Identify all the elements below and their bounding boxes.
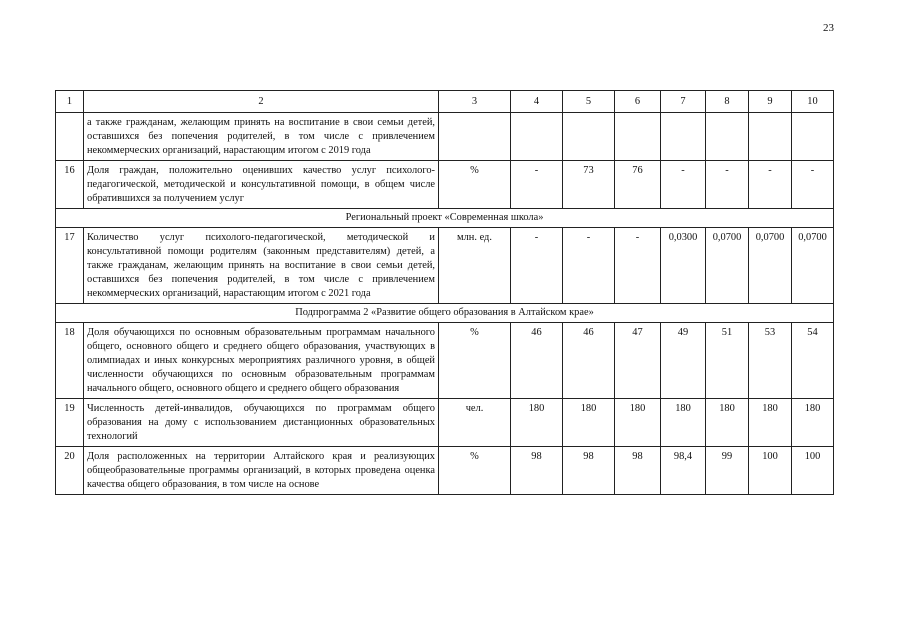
value-cell xyxy=(661,113,706,161)
table-row xyxy=(56,161,834,209)
value-cell xyxy=(706,113,749,161)
value-cell: - xyxy=(706,161,749,209)
value-cell: - xyxy=(661,161,706,209)
value-cell: 49 xyxy=(661,323,706,399)
value-cell: 53 xyxy=(749,323,792,399)
value-cell: - xyxy=(749,161,792,209)
section-title: Региональный проект «Современная школа» xyxy=(56,209,834,228)
indicator-name: Доля расположенных на территории Алтайского края и реализующих общеобразовательные программы организаций, в которых проведена оценка качества общего образования, в том числе на основе xyxy=(84,447,439,495)
value-cell xyxy=(749,113,792,161)
indicator-name: Доля граждан, положительно оценивших качество услуг психолого-педагогической, методической и консультативной помощи, в общем числе обратившихся за получением услуг xyxy=(84,161,439,209)
value-cell: 51 xyxy=(706,323,749,399)
value-cell: 98 xyxy=(615,447,661,495)
unit-cell: % xyxy=(439,323,511,399)
value-cell xyxy=(511,113,563,161)
row-number: 19 xyxy=(56,399,84,447)
unit-cell: % xyxy=(439,447,511,495)
value-cell xyxy=(792,113,834,161)
unit-cell xyxy=(439,113,511,161)
value-cell xyxy=(615,113,661,161)
value-cell: 99 xyxy=(706,447,749,495)
value-cell: 0,0700 xyxy=(706,228,749,304)
value-cell: 100 xyxy=(792,447,834,495)
value-cell: - xyxy=(511,228,563,304)
value-cell: 98 xyxy=(511,447,563,495)
value-cell: 180 xyxy=(661,399,706,447)
page-number: 23 xyxy=(823,22,834,34)
value-cell: 73 xyxy=(563,161,615,209)
value-cell: 0,0300 xyxy=(661,228,706,304)
column-header: 7 xyxy=(661,91,706,113)
value-cell: 180 xyxy=(615,399,661,447)
value-cell: 0,0700 xyxy=(749,228,792,304)
value-cell: 46 xyxy=(511,323,563,399)
column-header: 9 xyxy=(749,91,792,113)
value-cell: 54 xyxy=(792,323,834,399)
value-cell: - xyxy=(792,161,834,209)
table-row xyxy=(56,323,834,399)
value-cell: 98,4 xyxy=(661,447,706,495)
value-cell: - xyxy=(511,161,563,209)
value-cell xyxy=(563,113,615,161)
indicator-name: Количество услуг психолого-педагогической, методической и консультативной помощи родителям (законным представителям) детей, а также гражданам, желающим принять на воспитание в свои семьи детей, оставшихся без попечения родителей, в том числе с привлечением некоммерческих организаций, нарастающим итогом с 2021 года xyxy=(84,228,439,304)
column-header: 6 xyxy=(615,91,661,113)
value-cell: 180 xyxy=(563,399,615,447)
row-number: 20 xyxy=(56,447,84,495)
column-header: 1 xyxy=(56,91,84,113)
column-header: 5 xyxy=(563,91,615,113)
table-header-row xyxy=(56,91,834,113)
row-number: 18 xyxy=(56,323,84,399)
unit-cell: % xyxy=(439,161,511,209)
value-cell: 180 xyxy=(749,399,792,447)
indicator-name: Доля обучающихся по основным образовательным программам начального общего, основного общего и среднего общего образования, участвующих в олимпиадах и иных конкурсных мероприятиях различного уровня, в общей численности обучающихся по основным образовательным программам начального общего, основного общего и среднего общего образования xyxy=(84,323,439,399)
value-cell: 76 xyxy=(615,161,661,209)
table-row xyxy=(56,113,834,161)
column-header: 8 xyxy=(706,91,749,113)
unit-cell: чел. xyxy=(439,399,511,447)
value-cell: - xyxy=(563,228,615,304)
value-cell: 47 xyxy=(615,323,661,399)
indicators-table xyxy=(55,90,834,495)
table-row xyxy=(56,399,834,447)
unit-cell: млн. ед. xyxy=(439,228,511,304)
indicator-name: Численность детей-инвалидов, обучающихся по программам общего образования на дому с использованием дистанционных образовательных технологий xyxy=(84,399,439,447)
value-cell: 180 xyxy=(792,399,834,447)
table-body xyxy=(56,91,834,495)
value-cell: 180 xyxy=(511,399,563,447)
column-header: 10 xyxy=(792,91,834,113)
row-number xyxy=(56,113,84,161)
row-number: 16 xyxy=(56,161,84,209)
section-row xyxy=(56,304,834,323)
value-cell: 100 xyxy=(749,447,792,495)
value-cell: 98 xyxy=(563,447,615,495)
column-header: 4 xyxy=(511,91,563,113)
value-cell: 0,0700 xyxy=(792,228,834,304)
value-cell: 180 xyxy=(706,399,749,447)
section-title: Подпрограмма 2 «Развитие общего образования в Алтайском крае» xyxy=(56,304,834,323)
value-cell: - xyxy=(615,228,661,304)
value-cell: 46 xyxy=(563,323,615,399)
indicator-name: а также гражданам, желающим принять на воспитание в свои семьи детей, оставшихся без попечения родителей, в том числе с привлечением некоммерческих организаций, нарастающим итогом с 2019 года xyxy=(84,113,439,161)
column-header: 2 xyxy=(84,91,439,113)
column-header: 3 xyxy=(439,91,511,113)
table-row xyxy=(56,228,834,304)
row-number: 17 xyxy=(56,228,84,304)
table-row xyxy=(56,447,834,495)
section-row xyxy=(56,209,834,228)
